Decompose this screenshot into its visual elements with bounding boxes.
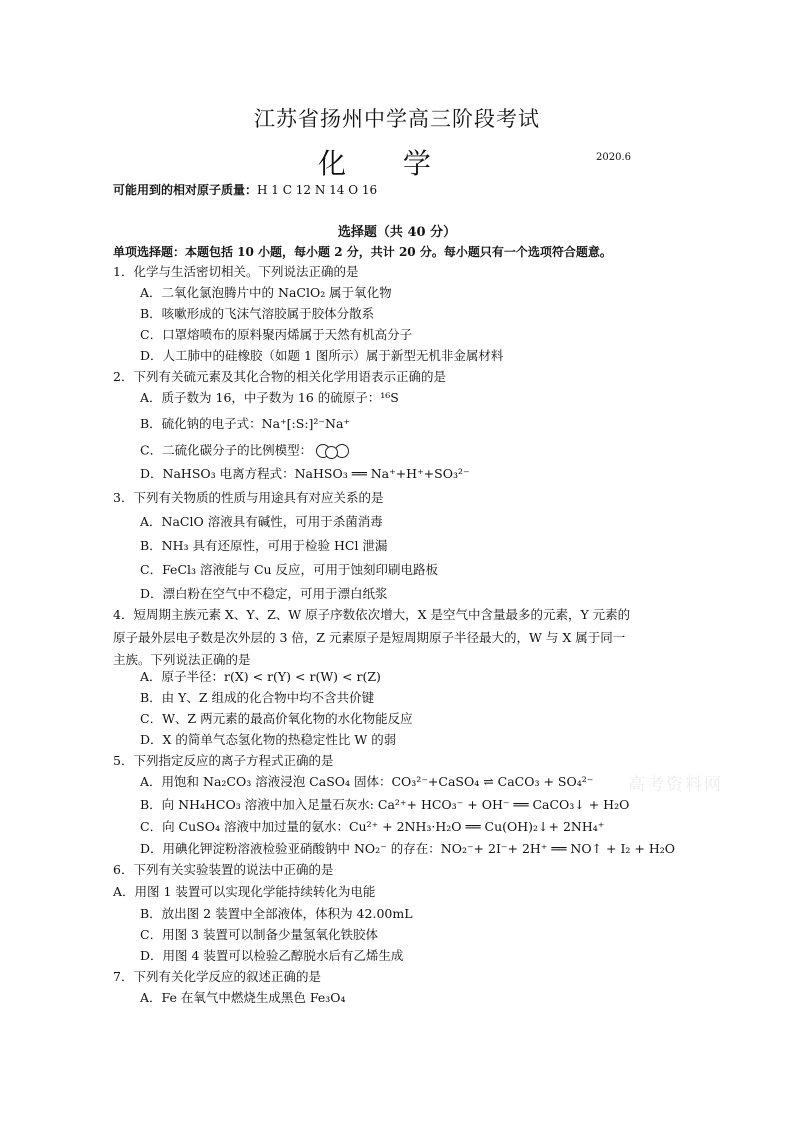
- question-4-option-b: B．由 Y、Z 组成的化合物中均不含共价键: [140, 690, 375, 705]
- question-5-option-c: C．向 CuSO₄ 溶液中加过量的氨水：Cu²⁺ + 2NH₃·H₂O ══ Cu(OH)₂↓+ 2NH₄⁺: [140, 819, 605, 834]
- section-heading: 选择题（共 40 分）: [337, 225, 457, 240]
- section-instructions: 单项选择题：本题包括 10 小题，每小题 2 分，共计 20 分。每小题只有一个选项符合题意。: [113, 245, 612, 259]
- question-5-option-a: A．用饱和 Na₂CO₃ 溶液浸泡 CaSO₄ 固体：CO₃²⁻+CaSO₄ ⇌ CaCO₃ + SO₄²⁻: [140, 774, 594, 789]
- question-3-option-b: B．NH₃ 具有还原性，可用于检验 HCl 泄漏: [140, 538, 388, 553]
- question-1-option-b: B．咳嗽形成的飞沫气溶胶属于胶体分散系: [140, 306, 375, 321]
- question-2-option-a: A．质子数为 16，中子数为 16 的硫原子：¹⁶S: [140, 390, 399, 405]
- question-3-stem: 3．下列有关物质的性质与用途具有对应关系的是: [113, 490, 384, 505]
- cs2-space-filling-model: [316, 441, 348, 461]
- question-4-option-a: A．原子半径：r(X) < r(Y) < r(W) < r(Z): [140, 669, 381, 684]
- question-2-option-b: B．硫化钠的电子式：Na⁺[:S:]²⁻Na⁺: [140, 416, 351, 431]
- question-6-option-c: C．用图 3 装置可以制备少量氢氧化铁胶体: [140, 927, 378, 942]
- question-2-option-d: D．NaHSO₃ 电离方程式：NaHSO₃ ══ Na⁺+H⁺+SO₃²⁻: [140, 466, 470, 481]
- question-2-option-c: [140, 441, 348, 461]
- question-3-option-c: C．FeCl₃ 溶液能与 Cu 反应，可用于蚀刻印刷电路板: [140, 562, 439, 577]
- question-2-stem: 2．下列有关硫元素及其化合物的相关化学用语表示正确的是: [113, 369, 446, 384]
- atomic-mass-line: [113, 181, 377, 198]
- subject-heading: 化 学: [318, 147, 455, 180]
- exam-title: 江苏省扬州中学高三阶段考试: [254, 107, 540, 131]
- question-6-stem: 6．下列有关实验装置的说法中正确的是: [113, 862, 334, 877]
- atomic-mass-values: H 1 C 12 N 14 O 16: [257, 183, 378, 197]
- question-7-option-a: A．Fe 在氧气中燃烧生成黑色 Fe₃O₄: [140, 990, 346, 1005]
- question-1-option-a: A．二氧化氯泡腾片中的 NaClO₂ 属于氧化物: [140, 285, 392, 300]
- question-5-option-d: D．用碘化钾淀粉溶液检验亚硝酸钠中 NO₂⁻ 的存在：NO₂⁻+ 2I⁻+ 2H⁺ ══ NO↑ + I₂ + H₂O: [140, 841, 675, 856]
- question-1-stem: 1．化学与生活密切相关。下列说法正确的是: [113, 264, 359, 279]
- question-3-option-d: D．漂白粉在空气中不稳定，可用于漂白纸浆: [140, 586, 388, 601]
- question-1-option-c: C．口罩熔喷布的原料聚丙烯属于天然有机高分子: [140, 327, 413, 342]
- watermark: 高考资料网: [628, 775, 723, 795]
- carbon-atom: [325, 446, 338, 459]
- question-2-option-c-text: C．二硫化碳分子的比例模型：: [140, 442, 313, 458]
- exam-date: 2020.6: [596, 152, 631, 163]
- question-4-stem-line-1: 4．短周期主族元素 X、Y、Z、W 原子序数依次增大，X 是空气中含量最多的元素，Y 元素的: [113, 607, 631, 622]
- question-1-option-d: D．人工肺中的硅橡胶（如题 1 图所示）属于新型无机非金属材料: [140, 348, 504, 363]
- question-4-stem-line-3: 主族。下列说法正确的是: [113, 652, 251, 667]
- question-7-stem: 7．下列有关化学反应的叙述正确的是: [113, 969, 321, 984]
- question-5-option-b: B．向 NH₄HCO₃ 溶液中加入足量石灰水: Ca²⁺+ HCO₃⁻ + OH⁻ ══ CaCO₃↓ + H₂O: [140, 797, 630, 812]
- question-4-option-c: C．W、Z 两元素的最高价氧化物的水化物能反应: [140, 711, 413, 726]
- question-4-option-d: D．X 的简单气态氢化物的热稳定性比 W 的弱: [140, 732, 397, 747]
- question-3-option-a: A．NaClO 溶液具有碱性，可用于杀菌消毒: [140, 514, 383, 529]
- question-6-option-d: D．用图 4 装置可以检验乙醇脱水后有乙烯生成: [140, 948, 404, 963]
- question-6-option-b: B．放出图 2 装置中全部液体，体积为 42.00mL: [140, 906, 413, 921]
- question-6-option-a: A．用图 1 装置可以实现化学能持续转化为电能: [113, 884, 376, 899]
- atomic-mass-label: 可能用到的相对原子质量：: [113, 183, 258, 197]
- question-5-stem: 5．下列指定反应的离子方程式正确的是: [113, 753, 334, 768]
- question-4-stem-line-2: 原子最外层电子数是次外层的 3 倍，Z 元素原子是短周期原子半径最大的，W 与 X 属于同一: [113, 630, 626, 645]
